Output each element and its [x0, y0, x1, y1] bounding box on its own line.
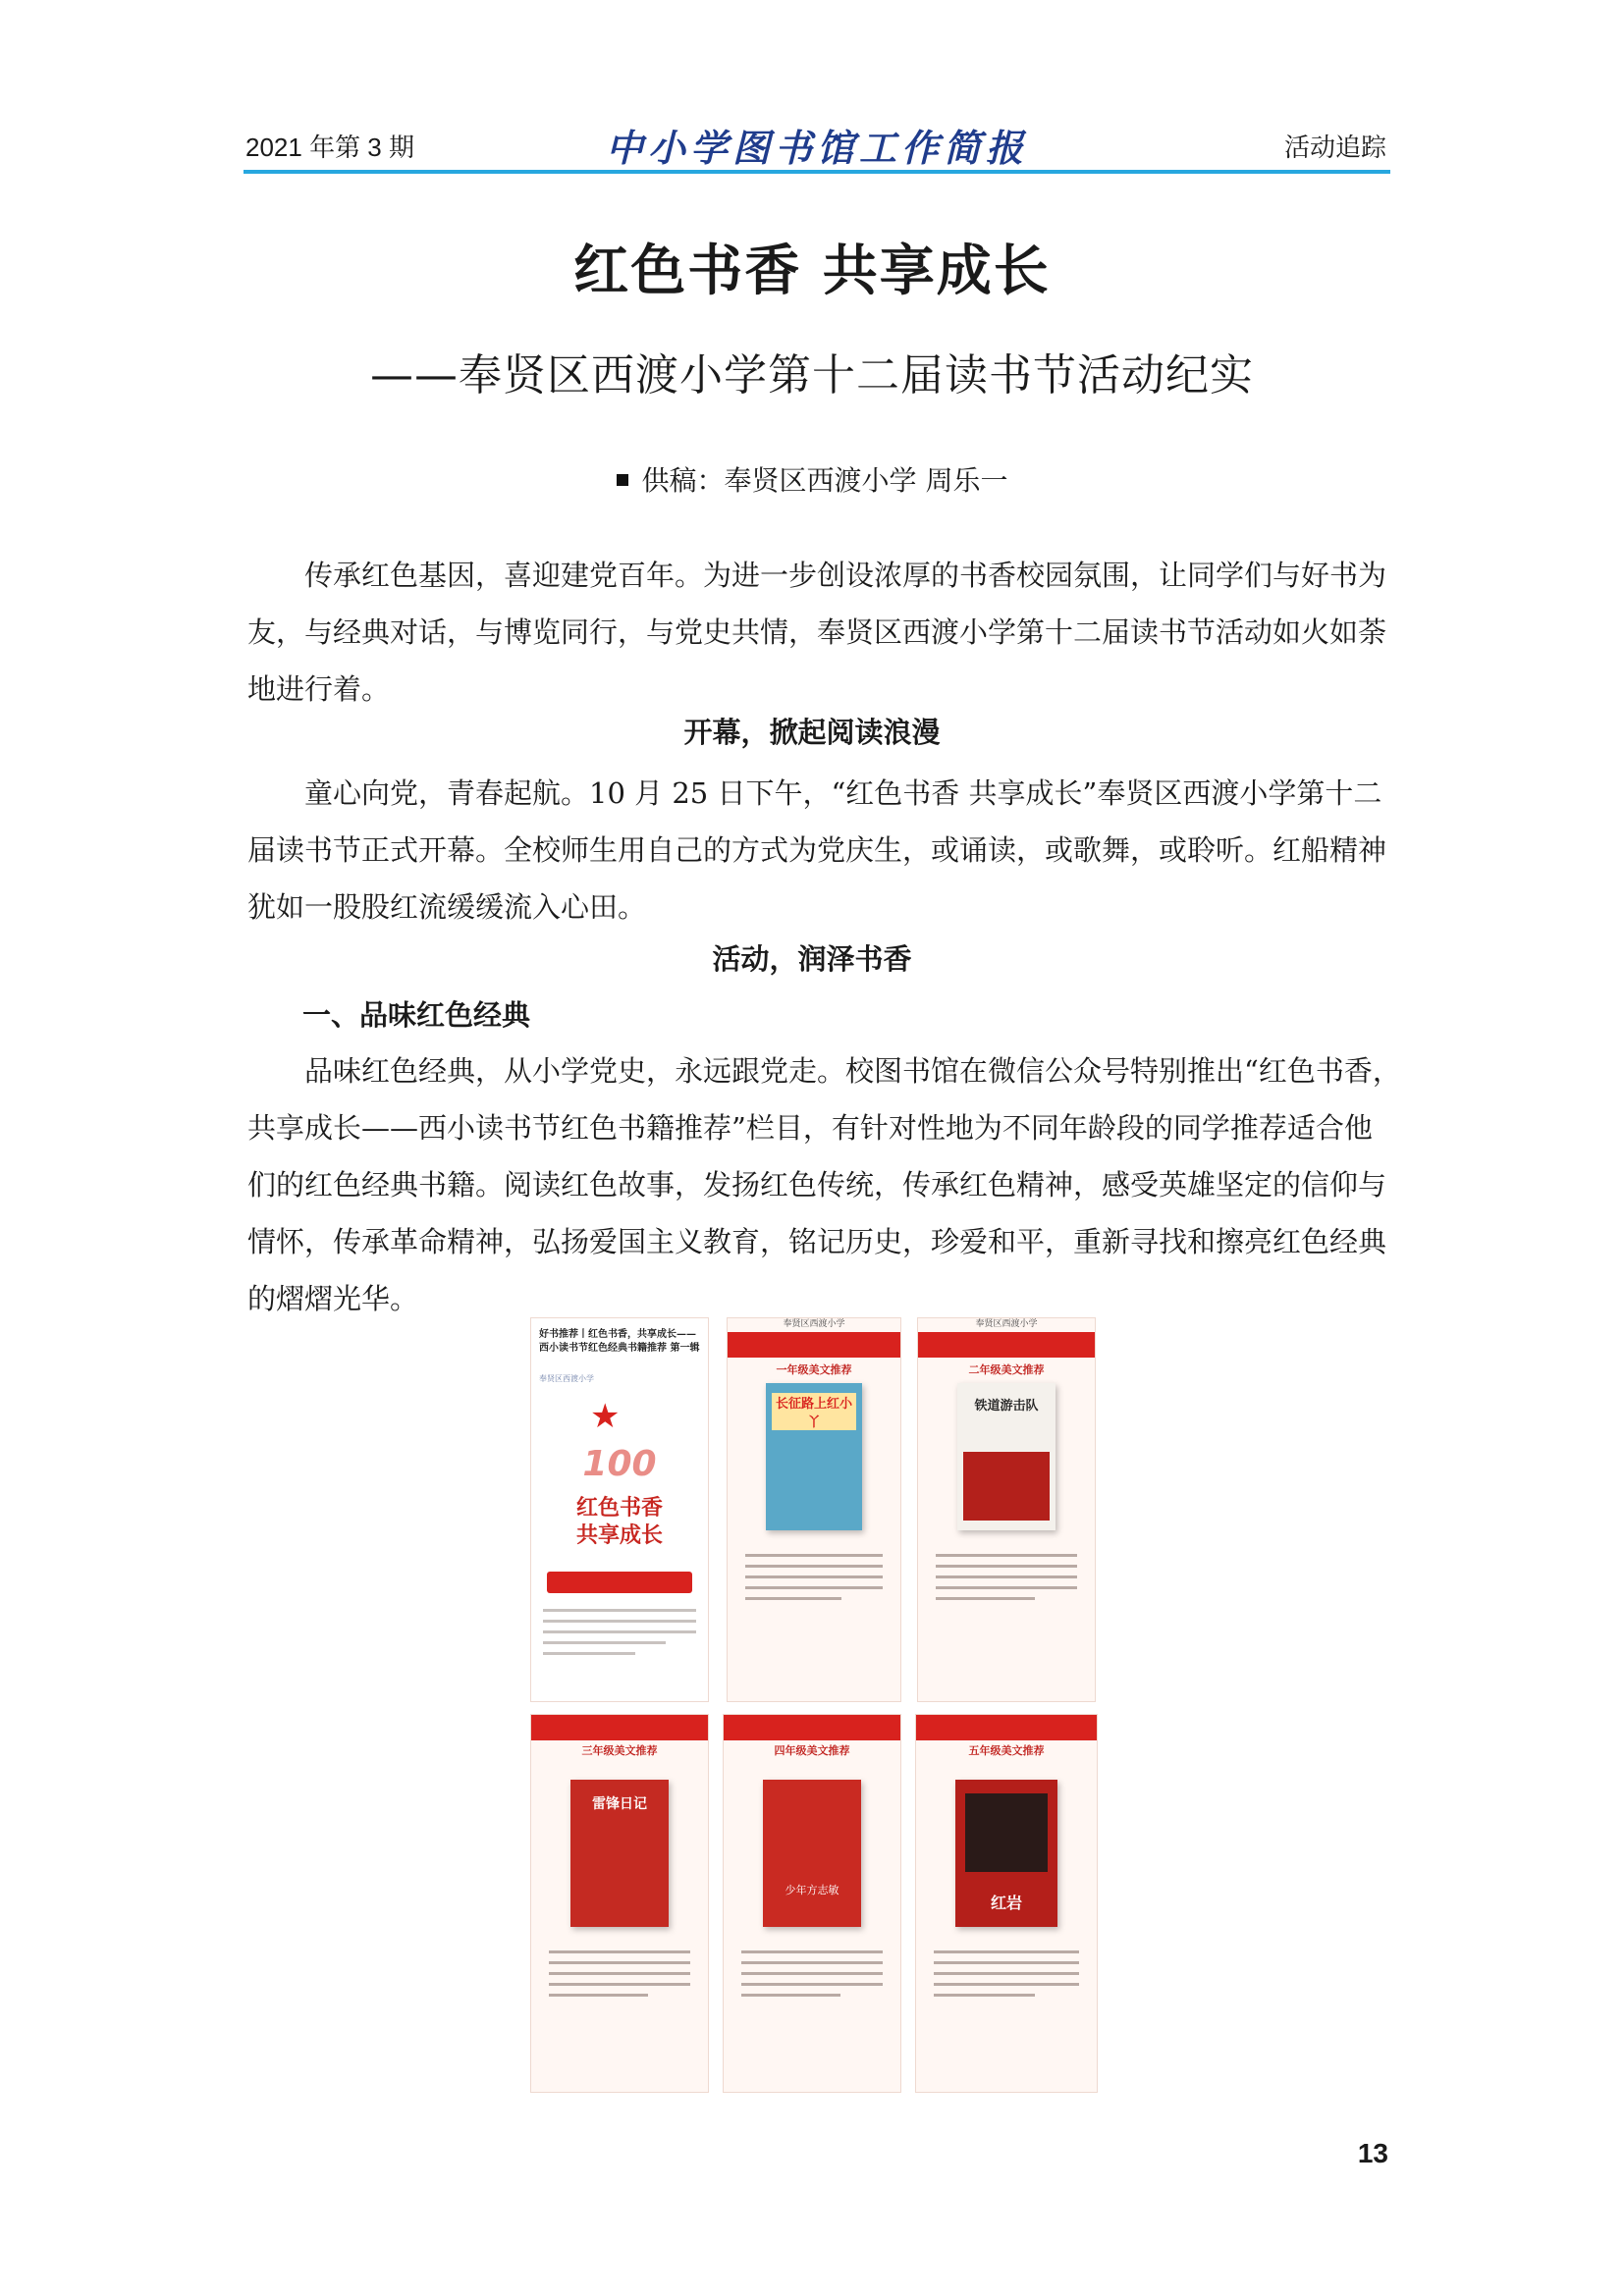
journal-name: 中小学图书馆工作简报: [605, 126, 1028, 170]
book-title: 铁道游击队: [974, 1399, 1039, 1414]
wechat-screenshot-collage: [530, 1317, 1110, 2093]
classics-paragraph: [247, 1042, 1401, 1327]
article-subtitle: ——奉贤区西渡小学第十二届读书节活动纪实: [370, 350, 1254, 400]
locomotive-illustration: [963, 1452, 1051, 1521]
card-heading: 一年级美文推荐: [776, 1363, 852, 1376]
running-header: [244, 118, 1390, 173]
book-cover-image: [766, 1383, 863, 1530]
rock-illustration: [965, 1793, 1047, 1872]
intro-line: 友，与经典对话，与博览同行，与党史共情，奉贤区西渡小学第十二届读书节活动如火如荼: [247, 615, 1387, 649]
paragraph-line: 的熠熠光华。: [247, 1282, 419, 1315]
byline: [0, 459, 1624, 499]
card-heading: 三年级美文推荐: [581, 1744, 658, 1757]
paragraph-line: 犹如一股股红流缓缓流入心田。: [247, 890, 647, 924]
book-cover-image: [570, 1780, 670, 1927]
book-title: 雷锋日记: [591, 1796, 647, 1812]
red-banner: [724, 1715, 900, 1740]
book-card-grade-1: [727, 1317, 901, 1702]
book-card-grade-3: [530, 1714, 709, 2093]
book-card-grade-5: [915, 1714, 1098, 2093]
byline-text: 供稿：奉贤区西渡小学 周乐一: [641, 464, 1008, 497]
square-bullet-icon: [617, 474, 628, 486]
card-text-lines: [934, 1950, 1078, 2004]
section-heading-opening: 开幕，掀起阅读浪漫: [683, 716, 941, 749]
book-title: 红岩: [990, 1894, 1022, 1912]
cover-red-ribbon: [547, 1572, 692, 1593]
subheading-red-classics: 一、品味红色经典: [302, 998, 531, 1032]
card-text-lines: [745, 1554, 884, 1608]
book-title: 长征路上红小丫: [772, 1393, 857, 1430]
cover-source: 奉贤区西渡小学: [539, 1374, 594, 1383]
red-banner: [531, 1715, 708, 1740]
intro-line: 传承红色基因，喜迎建党百年。为进一步创设浓厚的书香校园氛围，让同学们与好书为: [304, 559, 1387, 592]
nav-label: 奉贤区西渡小学: [783, 1319, 845, 1329]
issue-label: 2021 年第 3 期: [245, 133, 414, 162]
book-card-grade-4: [723, 1714, 901, 2093]
red-banner: [918, 1332, 1095, 1358]
intro-line: 地进行着。: [247, 672, 391, 706]
cover-slogan: [531, 1495, 708, 1550]
book-card-grade-2: [917, 1317, 1096, 1702]
book-cover-image: [763, 1780, 862, 1927]
paragraph-line: 品味红色经典，从小学党史，永远跟党走。校图书馆在微信公众号特别推出“红色书香，: [304, 1054, 1401, 1088]
section-label: 活动追踪: [1283, 133, 1386, 163]
red-banner: [728, 1332, 900, 1358]
cover-number: 100: [582, 1444, 657, 1484]
paragraph-line: 们的红色经典书籍。阅读红色故事，发扬红色传统，传承红色精神，感受英雄坚定的信仰与: [247, 1168, 1387, 1201]
red-banner: [916, 1715, 1097, 1740]
cover-slogan-line: 共享成长: [575, 1523, 663, 1548]
book-title: 少年方志敏: [785, 1884, 839, 1896]
card-text-lines: [936, 1554, 1077, 1608]
header-rule: [244, 170, 1390, 174]
paragraph-line: 共享成长——西小读书节红色书籍推荐”栏目，有针对性地为不同年龄段的同学推荐适合他: [247, 1111, 1373, 1145]
nav-label: 奉贤区西渡小学: [975, 1319, 1038, 1329]
book-cover-image: [957, 1383, 1056, 1530]
cover-text-lines: [543, 1609, 696, 1663]
wechat-article-cover: [530, 1317, 709, 1702]
card-heading: 五年级美文推荐: [968, 1744, 1045, 1757]
star-icon: ★: [590, 1397, 621, 1436]
cover-slogan-line: 红色书香: [575, 1496, 663, 1521]
opening-paragraph: [247, 765, 1387, 935]
section-heading-activities: 活动，润泽书香: [712, 942, 912, 976]
article-title: 红色书香 共享成长: [573, 240, 1051, 303]
card-heading: 四年级美文推荐: [774, 1744, 850, 1757]
card-text-lines: [549, 1950, 690, 2004]
intro-paragraph: [247, 547, 1387, 718]
paragraph-line: 情怀，传承革命精神，弘扬爱国主义教育，铭记历史，珍爱和平，重新寻找和擦亮红色经典: [247, 1225, 1387, 1258]
paragraph-line: 童心向党，青春起航。10 月 25 日下午，“红色书香 共享成长”奉贤区西渡小学第十二: [304, 776, 1382, 810]
cover-headline: 好书推荐丨红色书香，共享成长——西小读书节红色经典书籍推荐 第一辑: [539, 1329, 700, 1354]
card-heading: 二年级美文推荐: [968, 1363, 1045, 1376]
paragraph-line: 届读书节正式开幕。全校师生用自己的方式为党庆生，或诵读，或歌舞，或聆听。红船精神: [247, 833, 1387, 867]
card-text-lines: [741, 1950, 883, 2004]
page-number: 13: [1357, 2138, 1388, 2168]
book-cover-image: [955, 1780, 1056, 1927]
